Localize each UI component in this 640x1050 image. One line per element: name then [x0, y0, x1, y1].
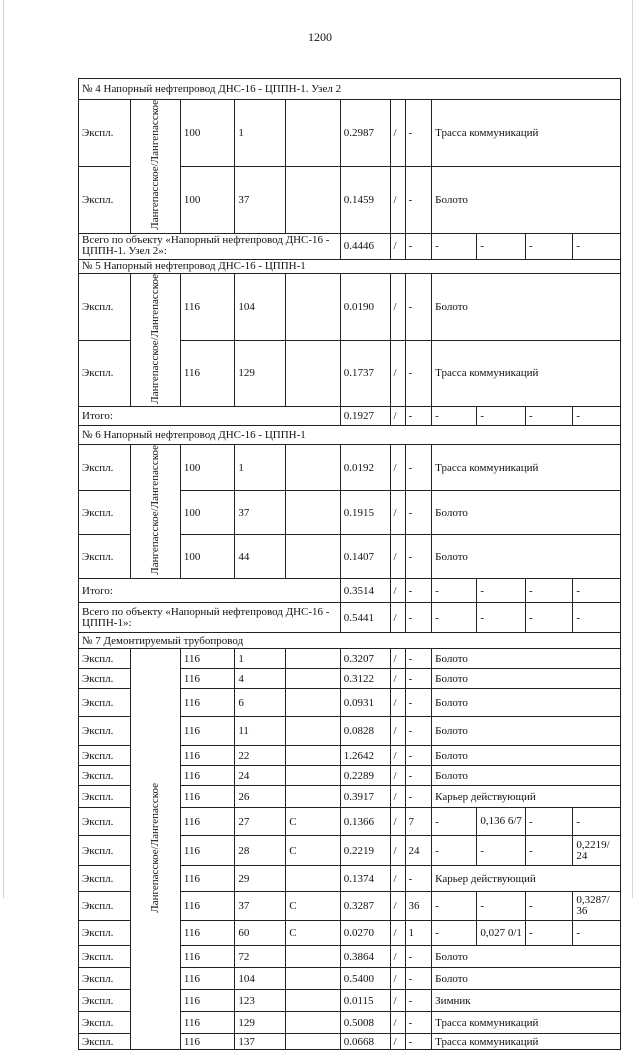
block-cell: 116 — [180, 340, 234, 407]
plot-cell: 1 — [235, 100, 286, 167]
separator-cell: / — [390, 1012, 405, 1034]
col3-cell: - — [525, 808, 572, 836]
plot-cell: 37 — [235, 166, 286, 233]
sub-cell: - — [405, 603, 432, 633]
plot-cell: 4 — [235, 669, 286, 689]
purpose-cell: Болото — [432, 166, 621, 233]
col1-cell: - — [432, 836, 477, 866]
col2-cell: - — [477, 579, 526, 603]
col1-cell: - — [432, 892, 477, 921]
area-cell: 0.1915 — [340, 491, 390, 535]
section-header: № 5 Напорный нефтепровод ДНС-16 - ЦППН-1 — [79, 259, 621, 273]
plot-cell: 1 — [235, 445, 286, 491]
use-type-cell: Экспл. — [79, 968, 131, 990]
category-cell — [286, 717, 340, 746]
separator-cell: / — [390, 603, 405, 633]
col1-cell: - — [432, 603, 477, 633]
use-type-cell: Экспл. — [79, 808, 131, 836]
separator-cell: / — [390, 808, 405, 836]
use-type-cell: Экспл. — [79, 990, 131, 1012]
block-cell: 116 — [180, 273, 234, 340]
area-cell: 0.1374 — [340, 866, 390, 892]
table-row — [79, 100, 621, 167]
separator-cell: / — [390, 100, 405, 167]
region-label: Лангепасское/Лангепасское — [149, 782, 161, 913]
use-type-cell: Экспл. — [79, 669, 131, 689]
grand-total-row — [79, 603, 621, 633]
purpose-cell: Болото — [432, 535, 621, 579]
area-cell: 0.5008 — [340, 1012, 390, 1034]
plot-cell: 24 — [235, 766, 286, 786]
use-type-cell: Экспл. — [79, 717, 131, 746]
category-cell: С — [286, 892, 340, 921]
category-cell: С — [286, 808, 340, 836]
sub-cell: - — [405, 669, 432, 689]
col2-cell: - — [477, 233, 526, 259]
purpose-cell: Трасса коммуникаций — [432, 445, 621, 491]
category-cell — [286, 649, 340, 669]
col3-cell: - — [525, 836, 572, 866]
area-cell: 0.5400 — [340, 968, 390, 990]
category-cell — [286, 968, 340, 990]
block-cell: 116 — [180, 669, 234, 689]
category-cell — [286, 689, 340, 717]
plot-cell: 72 — [235, 946, 286, 968]
separator-cell: / — [390, 892, 405, 921]
area-cell: 0.1459 — [340, 166, 390, 233]
col3-cell: - — [525, 603, 572, 633]
sub-cell: - — [405, 407, 432, 426]
purpose-cell: Карьер действующий — [432, 866, 621, 892]
total-label: Итого: — [79, 579, 341, 603]
category-cell: С — [286, 836, 340, 866]
sub-cell: - — [405, 786, 432, 808]
sub-cell: - — [405, 233, 432, 259]
use-type-cell: Экспл. — [79, 273, 131, 340]
col4-cell: 0,2219/ 24 — [573, 836, 621, 866]
section-header: № 6 Напорный нефтепровод ДНС-16 - ЦППН-1 — [79, 426, 621, 445]
area-cell: 0.0192 — [340, 445, 390, 491]
area-cell: 0.0115 — [340, 990, 390, 1012]
area-cell: 0.3207 — [340, 649, 390, 669]
total-row — [79, 233, 621, 259]
category-cell — [286, 100, 340, 167]
category-cell — [286, 166, 340, 233]
area-cell: 0.0190 — [340, 273, 390, 340]
block-cell: 116 — [180, 968, 234, 990]
purpose-cell: Болото — [432, 649, 621, 669]
category-cell — [286, 766, 340, 786]
separator-cell: / — [390, 786, 405, 808]
category-cell — [286, 746, 340, 766]
plot-cell: 44 — [235, 535, 286, 579]
separator-cell: / — [390, 233, 405, 259]
area-cell: 0.2987 — [340, 100, 390, 167]
plot-cell: 129 — [235, 340, 286, 407]
purpose-cell: Болото — [432, 946, 621, 968]
block-cell: 100 — [180, 445, 234, 491]
sub-cell: - — [405, 340, 432, 407]
col4-cell: 0,3287/ 36 — [573, 892, 621, 921]
use-type-cell: Экспл. — [79, 340, 131, 407]
purpose-cell: Болото — [432, 746, 621, 766]
purpose-cell: Трасса коммуникаций — [432, 100, 621, 167]
col4-cell: - — [573, 921, 621, 946]
col3-cell: - — [525, 407, 572, 426]
area-cell: 0.0270 — [340, 921, 390, 946]
col3-cell: - — [525, 233, 572, 259]
plot-cell: 137 — [235, 1034, 286, 1050]
region-cell — [131, 273, 181, 407]
use-type-cell: Экспл. — [79, 649, 131, 669]
sub-cell: - — [405, 1012, 432, 1034]
purpose-cell: Болото — [432, 669, 621, 689]
col1-cell: - — [432, 407, 477, 426]
use-type-cell: Экспл. — [79, 786, 131, 808]
block-cell: 116 — [180, 892, 234, 921]
category-cell — [286, 990, 340, 1012]
separator-cell: / — [390, 946, 405, 968]
area-cell: 1.2642 — [340, 746, 390, 766]
sub-cell: 36 — [405, 892, 432, 921]
total-area: 0.1927 — [340, 407, 390, 426]
col4-cell: - — [573, 808, 621, 836]
use-type-cell: Экспл. — [79, 766, 131, 786]
separator-cell: / — [390, 866, 405, 892]
sub-cell: - — [405, 445, 432, 491]
block-cell: 116 — [180, 866, 234, 892]
total-row — [79, 407, 621, 426]
purpose-cell: Болото — [432, 766, 621, 786]
section-header: № 7 Демонтируемый трубопровод — [79, 633, 621, 649]
category-cell — [286, 340, 340, 407]
block-cell: 116 — [180, 689, 234, 717]
plot-cell: 123 — [235, 990, 286, 1012]
separator-cell: / — [390, 340, 405, 407]
section-header: № 4 Напорный нефтепровод ДНС-16 - ЦППН-1. Узел 2 — [79, 79, 621, 100]
use-type-cell: Экспл. — [79, 535, 131, 579]
sub-cell: - — [405, 766, 432, 786]
separator-cell: / — [390, 689, 405, 717]
block-cell: 116 — [180, 786, 234, 808]
category-cell — [286, 1034, 340, 1050]
sub-cell: - — [405, 1034, 432, 1050]
purpose-cell: Карьер действующий — [432, 786, 621, 808]
separator-cell: / — [390, 491, 405, 535]
plot-cell: 22 — [235, 746, 286, 766]
col1-cell: - — [432, 233, 477, 259]
plot-cell: 27 — [235, 808, 286, 836]
area-cell: 0.2219 — [340, 836, 390, 866]
plot-cell: 28 — [235, 836, 286, 866]
block-cell: 116 — [180, 946, 234, 968]
area-cell: 0.0931 — [340, 689, 390, 717]
separator-cell: / — [390, 669, 405, 689]
area-cell: 0.1366 — [340, 808, 390, 836]
separator-cell: / — [390, 535, 405, 579]
block-cell: 116 — [180, 649, 234, 669]
region-cell — [131, 649, 181, 1050]
col4-cell: - — [573, 579, 621, 603]
category-cell: С — [286, 921, 340, 946]
sub-cell: - — [405, 166, 432, 233]
sub-cell: - — [405, 689, 432, 717]
section-header-row — [79, 259, 621, 273]
total-label: Итого: — [79, 407, 341, 426]
total-label: Всего по объекту «Напорный нефтепровод ДНС-16 - ЦППН-1. Узел 2»: — [79, 233, 341, 259]
separator-cell: / — [390, 166, 405, 233]
use-type-cell: Экспл. — [79, 746, 131, 766]
scan-edge-right — [632, 0, 633, 898]
plot-cell: 104 — [235, 273, 286, 340]
separator-cell: / — [390, 836, 405, 866]
use-type-cell: Экспл. — [79, 921, 131, 946]
area-cell: 0.1737 — [340, 340, 390, 407]
separator-cell: / — [390, 1034, 405, 1050]
col4-cell: - — [573, 603, 621, 633]
category-cell — [286, 946, 340, 968]
block-cell: 116 — [180, 766, 234, 786]
area-cell: 0.0828 — [340, 717, 390, 746]
page-number: 1200 — [308, 30, 332, 44]
area-cell: 0.1407 — [340, 535, 390, 579]
block-cell: 100 — [180, 491, 234, 535]
sub-cell: - — [405, 100, 432, 167]
separator-cell: / — [390, 407, 405, 426]
purpose-cell: Трасса коммуникаций — [432, 1034, 621, 1050]
region-label: Лангепасское/Лангепасское — [149, 445, 161, 576]
block-cell: 116 — [180, 1012, 234, 1034]
category-cell — [286, 866, 340, 892]
grand-total-area: 0.5441 — [340, 603, 390, 633]
land-plot-table — [78, 78, 621, 1050]
block-cell: 116 — [180, 921, 234, 946]
col1-cell: - — [432, 808, 477, 836]
plot-cell: 129 — [235, 1012, 286, 1034]
col2-cell: 0,136 6/7 — [477, 808, 526, 836]
block-cell: 100 — [180, 166, 234, 233]
category-cell — [286, 1012, 340, 1034]
table-row — [79, 273, 621, 340]
plot-cell: 26 — [235, 786, 286, 808]
col2-cell: 0,027 0/1 — [477, 921, 526, 946]
use-type-cell: Экспл. — [79, 946, 131, 968]
sub-cell: 7 — [405, 808, 432, 836]
use-type-cell: Экспл. — [79, 166, 131, 233]
section-header-row — [79, 633, 621, 649]
col1-cell: - — [432, 921, 477, 946]
use-type-cell: Экспл. — [79, 892, 131, 921]
block-cell: 116 — [180, 746, 234, 766]
sub-cell: - — [405, 535, 432, 579]
col2-cell: - — [477, 836, 526, 866]
category-cell — [286, 491, 340, 535]
sub-cell: - — [405, 649, 432, 669]
table-row — [79, 445, 621, 491]
col3-cell: - — [525, 579, 572, 603]
separator-cell: / — [390, 649, 405, 669]
plot-cell: 6 — [235, 689, 286, 717]
purpose-cell: Болото — [432, 273, 621, 340]
purpose-cell: Зимник — [432, 990, 621, 1012]
use-type-cell: Экспл. — [79, 100, 131, 167]
purpose-cell: Болото — [432, 968, 621, 990]
scan-edge-left — [3, 0, 4, 898]
region-label: Лангепасское/Лангепасское — [149, 100, 161, 230]
use-type-cell: Экспл. — [79, 491, 131, 535]
sub-cell: 24 — [405, 836, 432, 866]
block-cell: 116 — [180, 836, 234, 866]
separator-cell: / — [390, 273, 405, 340]
sub-cell: - — [405, 746, 432, 766]
sub-cell: - — [405, 273, 432, 340]
use-type-cell: Экспл. — [79, 1034, 131, 1050]
purpose-cell: Болото — [432, 717, 621, 746]
col4-cell: - — [573, 407, 621, 426]
block-cell: 100 — [180, 535, 234, 579]
block-cell: 116 — [180, 717, 234, 746]
separator-cell: / — [390, 445, 405, 491]
separator-cell: / — [390, 746, 405, 766]
col2-cell: - — [477, 407, 526, 426]
col4-cell: - — [573, 233, 621, 259]
region-label: Лангепасское/Лангепасское — [149, 273, 161, 404]
col2-cell: - — [477, 892, 526, 921]
sub-cell: - — [405, 866, 432, 892]
area-cell: 0.2289 — [340, 766, 390, 786]
plot-cell: 1 — [235, 649, 286, 669]
area-cell: 0.3122 — [340, 669, 390, 689]
separator-cell: / — [390, 990, 405, 1012]
sub-cell: - — [405, 946, 432, 968]
use-type-cell: Экспл. — [79, 445, 131, 491]
sub-cell: - — [405, 579, 432, 603]
region-cell — [131, 445, 181, 579]
sub-cell: 1 — [405, 921, 432, 946]
category-cell — [286, 445, 340, 491]
separator-cell: / — [390, 579, 405, 603]
block-cell: 116 — [180, 808, 234, 836]
sub-cell: - — [405, 717, 432, 746]
total-row — [79, 579, 621, 603]
category-cell — [286, 669, 340, 689]
table-row — [79, 649, 621, 669]
col2-cell: - — [477, 603, 526, 633]
section-header-row — [79, 426, 621, 445]
purpose-cell: Трасса коммуникаций — [432, 1012, 621, 1034]
use-type-cell: Экспл. — [79, 1012, 131, 1034]
col3-cell: - — [525, 892, 572, 921]
area-cell: 0.3287 — [340, 892, 390, 921]
section-header-row — [79, 79, 621, 100]
total-area: 0.4446 — [340, 233, 390, 259]
purpose-cell: Болото — [432, 491, 621, 535]
category-cell — [286, 786, 340, 808]
block-cell: 116 — [180, 990, 234, 1012]
separator-cell: / — [390, 717, 405, 746]
plot-cell: 104 — [235, 968, 286, 990]
plot-cell: 29 — [235, 866, 286, 892]
region-cell — [131, 100, 181, 234]
grand-total-label: Всего по объекту «Напорный нефтепровод ДНС-16 - ЦППН-1»: — [79, 603, 341, 633]
plot-cell: 11 — [235, 717, 286, 746]
sub-cell: - — [405, 491, 432, 535]
purpose-cell: Трасса коммуникаций — [432, 340, 621, 407]
purpose-cell: Болото — [432, 689, 621, 717]
area-cell: 0.0668 — [340, 1034, 390, 1050]
total-area: 0.3514 — [340, 579, 390, 603]
separator-cell: / — [390, 968, 405, 990]
sub-cell: - — [405, 968, 432, 990]
col3-cell: - — [525, 921, 572, 946]
area-cell: 0.3917 — [340, 786, 390, 808]
sub-cell: - — [405, 990, 432, 1012]
block-cell: 100 — [180, 100, 234, 167]
category-cell — [286, 535, 340, 579]
use-type-cell: Экспл. — [79, 689, 131, 717]
plot-cell: 37 — [235, 892, 286, 921]
use-type-cell: Экспл. — [79, 836, 131, 866]
col1-cell: - — [432, 579, 477, 603]
category-cell — [286, 273, 340, 340]
plot-cell: 37 — [235, 491, 286, 535]
area-cell: 0.3864 — [340, 946, 390, 968]
separator-cell: / — [390, 766, 405, 786]
plot-cell: 60 — [235, 921, 286, 946]
use-type-cell: Экспл. — [79, 866, 131, 892]
block-cell: 116 — [180, 1034, 234, 1050]
separator-cell: / — [390, 921, 405, 946]
